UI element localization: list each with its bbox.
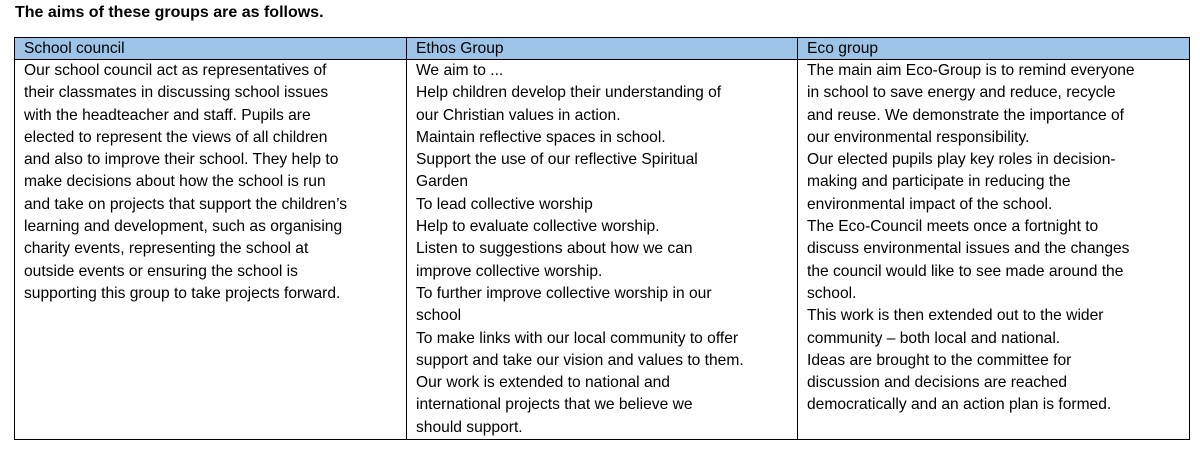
text-line: Garden (416, 173, 469, 191)
text-line: and take on projects that support the children’s (24, 195, 348, 213)
text-line: charity events, representing the school at (24, 240, 309, 258)
header-ethos-group: Ethos Group (407, 38, 798, 60)
text-line: To make links with our local community to offer (416, 329, 739, 347)
text-line: with the headteacher and staff. Pupils are (24, 106, 311, 124)
text-line: The Eco-Council meets once a fortnight to (807, 218, 1099, 236)
text-line: To further improve collective worship in our (416, 284, 712, 302)
text-line: We aim to ... (416, 62, 504, 79)
text-line: To lead collective worship (416, 195, 593, 213)
text-line: Help children develop their understanding of (416, 84, 722, 102)
text-line: school. (807, 284, 857, 302)
text-line: the council would like to see made around the (807, 262, 1124, 280)
text-line: our Christian values in action. (416, 106, 621, 124)
text-line: and also to improve their school. They help to (24, 151, 339, 169)
text-line: Support the use of our reflective Spiritual (416, 151, 698, 169)
groups-aims-table (14, 37, 1190, 440)
text-line: elected to represent the views of all children (24, 128, 328, 146)
eco-group-cell (798, 60, 1190, 440)
text-line: democratically and an action plan is formed. (807, 396, 1112, 414)
text-line: supporting this group to take projects forward. (24, 284, 341, 302)
text-line: The main aim Eco-Group is to remind everyone (807, 62, 1135, 79)
text-line: school (416, 307, 462, 325)
header-eco-group: Eco group (798, 38, 1190, 60)
table-header-row (15, 38, 1190, 60)
school-council-cell (15, 60, 407, 440)
text-line: discuss environmental issues and the changes (807, 240, 1130, 258)
document-heading: The aims of these groups are as follows. (15, 4, 324, 21)
text-line: should support. (416, 418, 523, 436)
text-line: community – both local and national. (807, 329, 1061, 347)
text-line: making and participate in reducing the (807, 173, 1071, 191)
text-line: Our work is extended to national and (416, 374, 670, 392)
text-line: This work is then extended out to the wider (807, 307, 1104, 325)
header-school-council: School council (15, 38, 407, 60)
text-line: environmental impact of the school. (807, 195, 1053, 213)
table-body-row (15, 60, 1190, 440)
text-line: Listen to suggestions about how we can (416, 240, 693, 258)
text-line: international projects that we believe we (416, 396, 693, 414)
text-line: outside events or ensuring the school is (24, 262, 298, 280)
text-line: our environmental responsibility. (807, 128, 1030, 146)
text-line: support and take our vision and values to them. (416, 351, 744, 369)
text-line: their classmates in discussing school issues (24, 84, 329, 102)
text-line: Our school council act as representatives of (24, 62, 327, 79)
text-line: Our elected pupils play key roles in decision- (807, 151, 1116, 169)
text-line: Ideas are brought to the committee for (807, 351, 1072, 369)
text-line: Maintain reflective spaces in school. (416, 128, 666, 146)
ethos-group-cell (407, 60, 798, 440)
text-line: and reuse. We demonstrate the importance of (807, 106, 1124, 124)
text-line: make decisions about how the school is run (24, 173, 326, 191)
text-line: learning and development, such as organising (24, 218, 343, 236)
text-line: Help to evaluate collective worship. (416, 218, 660, 236)
text-line: discussion and decisions are reached (807, 374, 1068, 392)
text-line: in school to save energy and reduce, recycle (807, 84, 1116, 102)
text-line: improve collective worship. (416, 262, 603, 280)
